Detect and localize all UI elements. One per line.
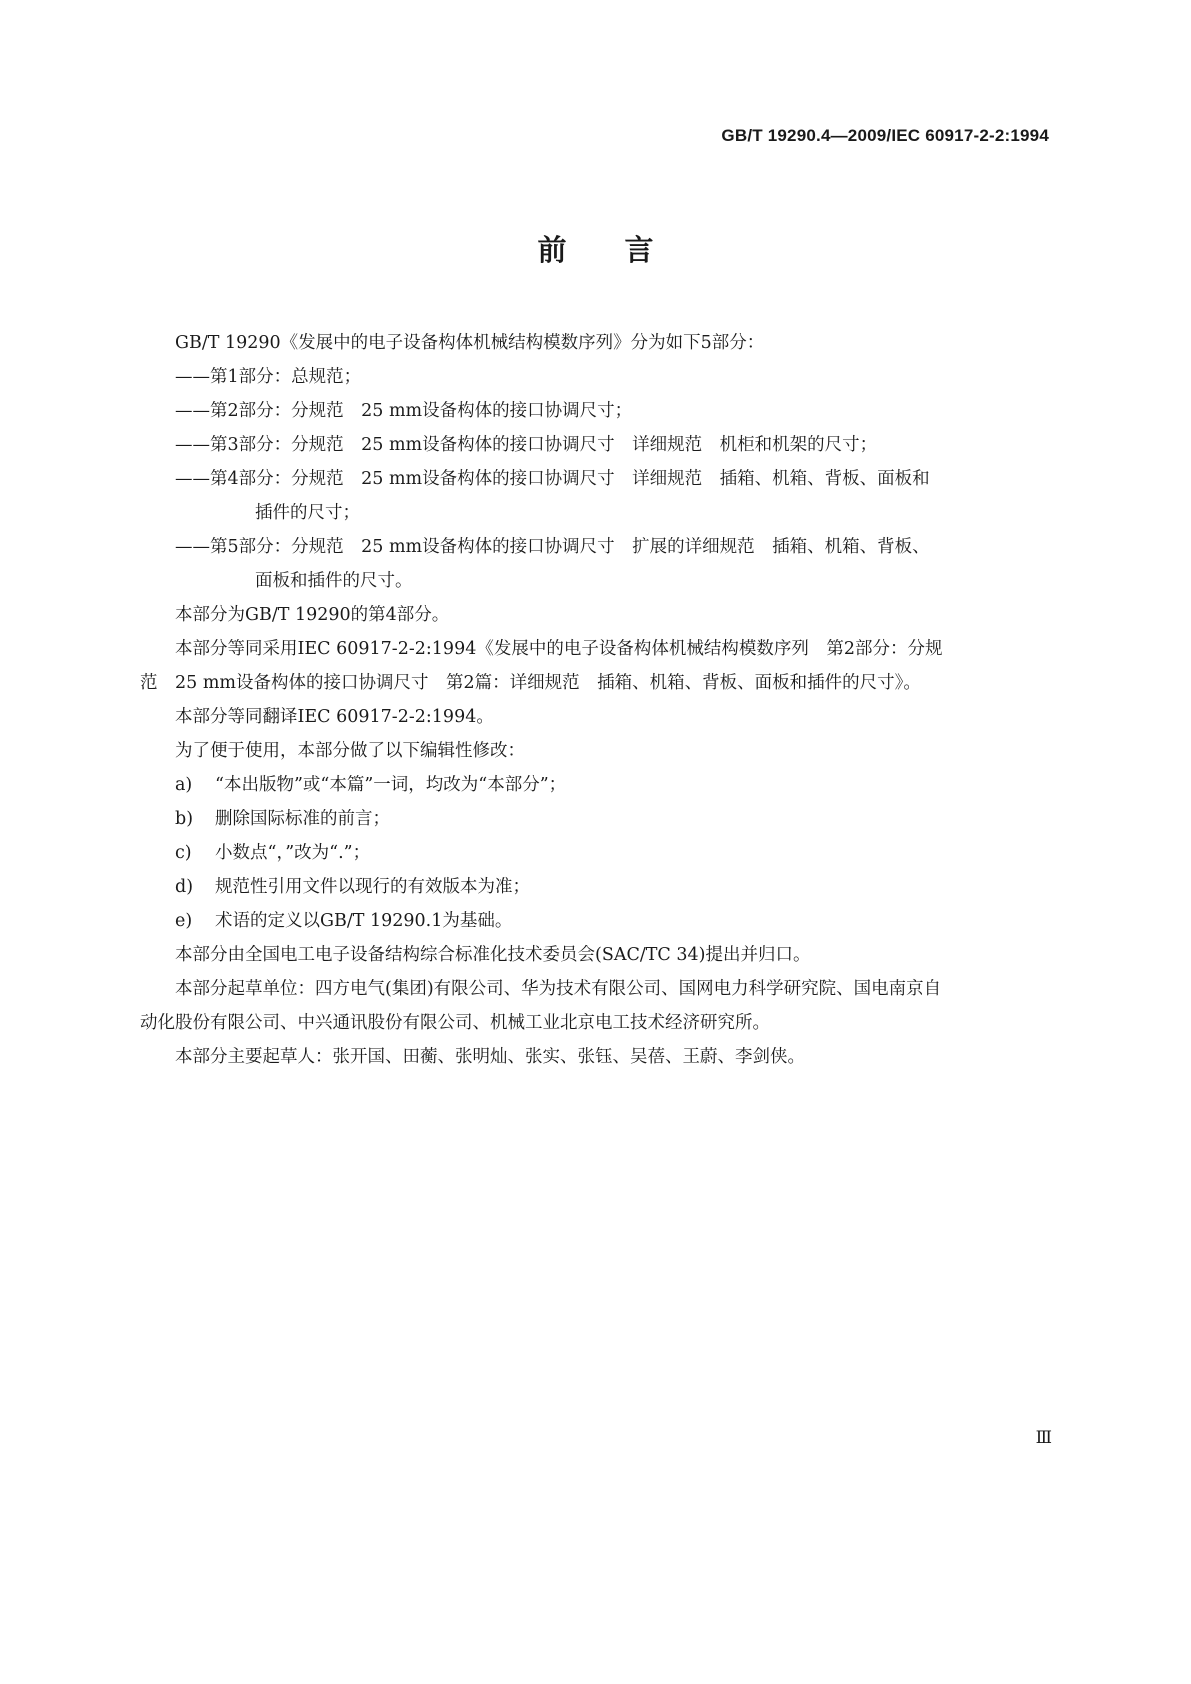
modification-label: d)	[175, 877, 194, 897]
part-list-item	[140, 530, 1054, 598]
standard-code-header: GB/T 19290.4—2009/IEC 60917-2-2:1994	[721, 126, 1049, 145]
document-body	[140, 326, 1054, 1074]
modification-label: c)	[175, 843, 192, 863]
paragraph-drafting-units: 本部分起草单位：四方电气(集团)有限公司、华为技术有限公司、国网电力科学研究院、国电南京自	[175, 979, 942, 999]
intro-paragraph: GB/T 19290《发展中的电子设备构体机械结构模数序列》分为如下5部分：	[175, 333, 765, 353]
modification-item	[140, 802, 1054, 836]
part-text: ——第3部分：分规范 25 mm设备构体的接口协调尺寸 详细规范 机柜和机架的尺寸；	[175, 435, 878, 455]
modification-text: 小数点“，”改为“.”；	[215, 843, 371, 863]
paragraph-modifications-intro: 为了便于使用，本部分做了以下编辑性修改：	[175, 741, 525, 761]
part-text: ——第4部分：分规范 25 mm设备构体的接口协调尺寸 详细规范 插箱、机箱、背板、面板和	[175, 469, 930, 489]
page-number: Ⅲ	[1035, 1428, 1051, 1448]
part-list-item	[140, 394, 1054, 428]
modification-label: e)	[175, 911, 193, 931]
part-text: ——第1部分：总规范；	[175, 367, 362, 387]
modification-text: 术语的定义以GB/T 19290.1为基础。	[215, 911, 513, 931]
paragraph-drafters: 本部分主要起草人：张开国、田蘅、张明灿、张实、张钰、吴蓓、王蔚、李剑侠。	[175, 1047, 805, 1067]
modification-text: 删除国际标准的前言；	[215, 809, 390, 829]
part-list-item	[140, 462, 1054, 530]
paragraph-adoption: 本部分等同采用IEC 60917-2-2:1994《发展中的电子设备构体机械结构模数序列 第2部分：分规	[175, 639, 943, 659]
part-text: ——第2部分：分规范 25 mm设备构体的接口协调尺寸；	[175, 401, 633, 421]
modification-item	[140, 768, 1054, 802]
page-title: 前言	[537, 233, 712, 267]
part-list-item	[140, 360, 1054, 394]
part-text: ——第5部分：分规范 25 mm设备构体的接口协调尺寸 扩展的详细规范 插箱、机箱、背板、	[175, 537, 930, 557]
modification-text: 规范性引用文件以现行的有效版本为准；	[215, 877, 530, 897]
paragraph-adoption-continued: 范 25 mm设备构体的接口协调尺寸 第2篇：详细规范 插箱、机箱、背板、面板和插件的尺寸》。	[140, 673, 921, 693]
paragraph-part-number: 本部分为GB/T 19290的第4部分。	[175, 605, 450, 625]
part-list-item	[140, 428, 1054, 462]
modification-item	[140, 870, 1054, 904]
paragraph-translation: 本部分等同翻译IEC 60917-2-2:1994。	[175, 707, 494, 727]
paragraph-committee: 本部分由全国电工电子设备结构综合标准化技术委员会(SAC/TC 34)提出并归口。	[175, 945, 811, 965]
modification-item	[140, 836, 1054, 870]
paragraph-drafting-units-continued: 动化股份有限公司、中兴通讯股份有限公司、机械工业北京电工技术经济研究所。	[140, 1013, 770, 1033]
modification-label: a)	[175, 775, 193, 795]
modification-label: b)	[175, 809, 194, 829]
modification-item	[140, 904, 1054, 938]
part-text-continued: 插件的尺寸；	[255, 503, 360, 523]
modification-text: “本出版物”或“本篇”一词，均改为“本部分”；	[215, 775, 567, 795]
part-text-continued: 面板和插件的尺寸。	[255, 571, 413, 591]
